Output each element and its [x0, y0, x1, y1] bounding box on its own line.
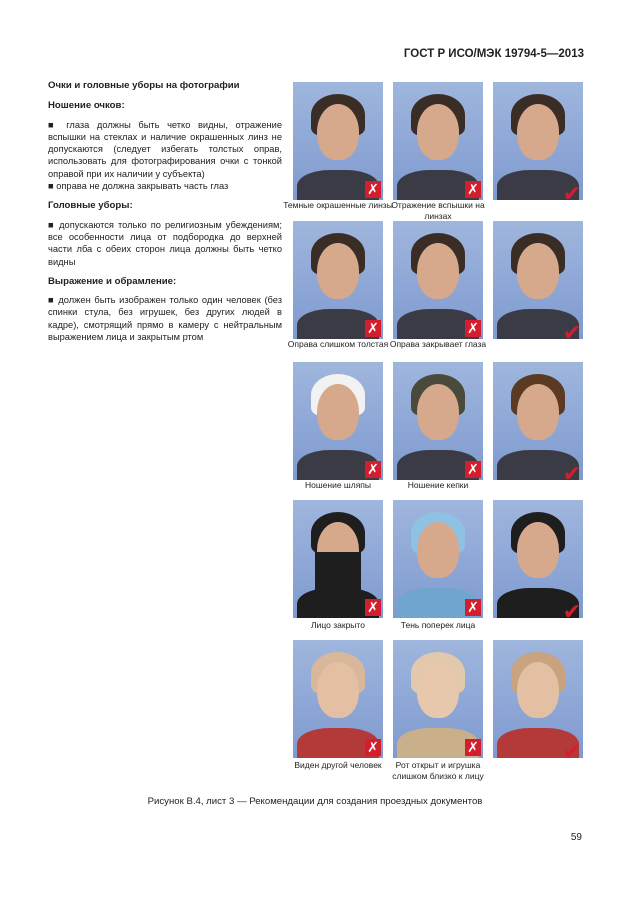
- photo-caption: Виден другой человек: [294, 760, 382, 770]
- page-number: 59: [570, 832, 582, 843]
- reject-mark-icon: ✗: [465, 739, 481, 756]
- photo-veil-cover: [315, 552, 361, 592]
- photo-face: [517, 104, 559, 160]
- photo-caption: Отражение вспышки на линзах: [391, 200, 485, 221]
- photo-caption: Темные окрашенные линзы: [283, 200, 393, 210]
- photo-shadow-across-face: [393, 500, 483, 618]
- photo-face: [317, 384, 359, 440]
- photo-thick-frame: [293, 221, 383, 339]
- photo-face: [517, 522, 559, 578]
- glasses-rule-2: ■ оправа не должна закрывать часть глаз: [48, 181, 229, 192]
- photo-face: [317, 243, 359, 299]
- photo-face: [417, 522, 459, 578]
- left-text-column: [48, 80, 282, 351]
- document-code: ГОСТ Р ИСО/МЭК 19794-5—2013: [403, 48, 584, 60]
- photo-no-headwear-ok: [493, 362, 583, 480]
- reject-mark-icon: ✗: [365, 739, 381, 756]
- reject-mark-icon: ✗: [465, 599, 481, 616]
- accept-check-icon: ✔: [562, 599, 582, 618]
- photo-face: [517, 243, 559, 299]
- photo-face: [317, 104, 359, 160]
- photo-glasses-ok: [493, 82, 583, 200]
- photo-dark-lenses: [293, 82, 383, 200]
- accept-check-icon: ✔: [562, 320, 582, 339]
- reject-mark-icon: ✗: [465, 181, 481, 198]
- accept-check-icon: ✔: [562, 181, 582, 200]
- reject-mark-icon: ✗: [365, 181, 381, 198]
- photo-caption: Лицо закрыто: [311, 620, 365, 630]
- photo-cap: [393, 362, 483, 480]
- reject-mark-icon: ✗: [365, 461, 381, 478]
- glasses-heading: Ношение очков:: [48, 100, 125, 112]
- photo-face: [417, 104, 459, 160]
- headwear-rule-1: ■ допускаются только по религиозным убеждениям; все особенности лица от подбородка до верхней части лба с обеих сторон лица должны быть четко видны: [48, 219, 282, 267]
- photo-caption: Тень поперек лица: [400, 620, 476, 630]
- photo-caption: Оправа слишком толстая: [287, 339, 389, 349]
- photo-caption: Рот открыт и игрушка слишком близко к лицу: [392, 760, 484, 781]
- photo-face: [517, 662, 559, 718]
- photo-caption: Ношение шляпы: [304, 480, 372, 490]
- section-title: Очки и головные уборы на фотографии: [48, 80, 240, 91]
- expression-rule-1: ■ должен быть изображен только один человек (без спинки стула, без игрушек, без других людей в кадре), смотрящий прямо в камеру с нейтральным выражением лица и закрытым ртом: [48, 295, 282, 343]
- glasses-rule-1: ■ глаза должны быть четко видны, отражение вспышки на стеклах и наличие окрашенных линз не допускаются (следует избегать толстых оправ, использовать для фотографирования очки с тонкой оправой при их наличии у субъекта): [48, 119, 282, 179]
- photo-flash-reflection: [393, 82, 483, 200]
- photo-face: [317, 662, 359, 718]
- photo-face-covered: [293, 500, 383, 618]
- photo-face: [517, 384, 559, 440]
- photo-caption: Оправа закрывает глаза: [389, 339, 487, 349]
- reject-mark-icon: ✗: [465, 320, 481, 337]
- reject-mark-icon: ✗: [365, 320, 381, 337]
- reject-mark-icon: ✗: [365, 599, 381, 616]
- photo-frame-covers-eyes: [393, 221, 483, 339]
- photo-religious-headwear-ok: [493, 500, 583, 618]
- photo-mouth-open-toy: [393, 640, 483, 758]
- figure-caption: Рисунок В.4, лист 3 — Рекомендации для создания проездных документов: [147, 796, 483, 807]
- photo-caption: Ношение кепки: [407, 480, 469, 490]
- photo-face: [417, 662, 459, 718]
- reject-mark-icon: ✗: [465, 461, 481, 478]
- accept-check-icon: ✔: [562, 739, 582, 758]
- photo-hat: [293, 362, 383, 480]
- expression-heading: Выражение и обрамление:: [48, 275, 177, 287]
- accept-check-icon: ✔: [562, 461, 582, 480]
- photo-other-person-visible: [293, 640, 383, 758]
- photo-frame-ok: [493, 221, 583, 339]
- photo-face: [417, 243, 459, 299]
- headwear-heading: Головные уборы:: [48, 200, 133, 212]
- photo-face: [417, 384, 459, 440]
- photo-child-ok: [493, 640, 583, 758]
